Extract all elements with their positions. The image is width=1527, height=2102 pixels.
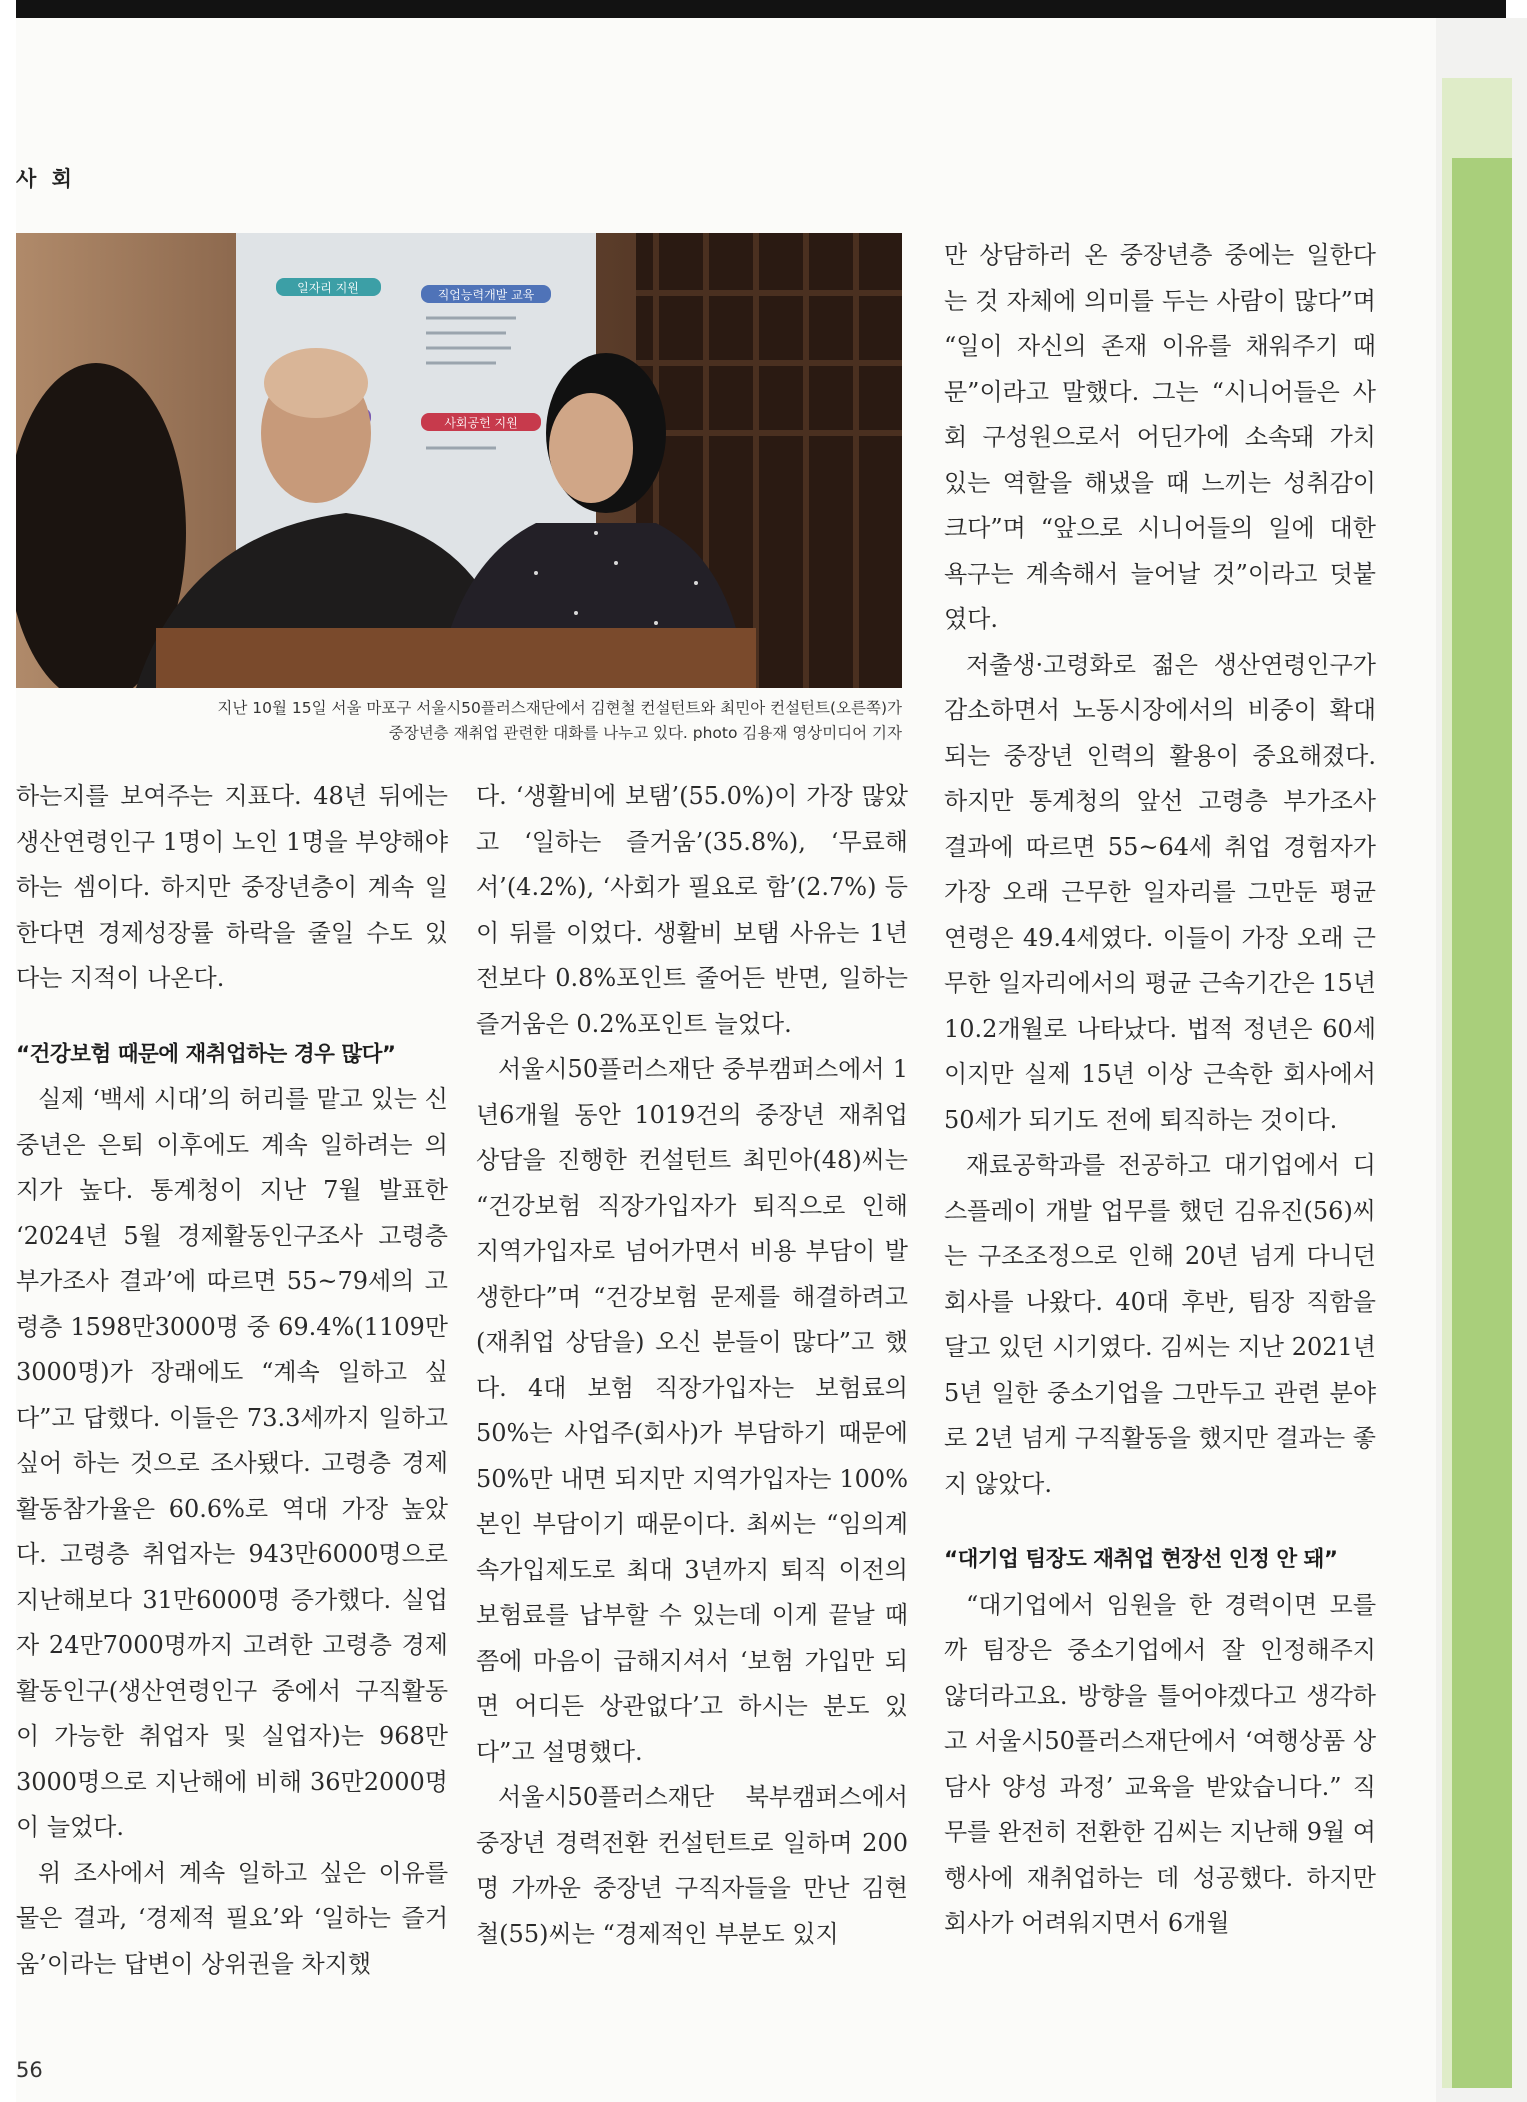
article-column-3 <box>944 233 1376 1947</box>
subheading: “건강보험 때문에 재취업하는 경우 많다” <box>16 1041 396 1067</box>
caption-line: 중장년층 재취업 관련한 대화를 나누고 있다. photo 김용재 영상미디어 기자 <box>388 724 902 742</box>
board-label: 직업능력개발 교육 <box>437 288 535 302</box>
paragraph: 위 조사에서 계속 일하고 싶은 이유를 물은 결과, ‘경제적 필요’와 ‘일하는 즐거움’이라는 답변이 상위권을 차지했 <box>16 1858 448 1978</box>
paragraph: 실제 ‘백세 시대’의 허리를 맡고 있는 신중년은 은퇴 이후에도 계속 일하려는 의지가 높다. 통계청이 지난 7월 발표한 ‘2024년 5월 경제활동인구조사 고령층 부가조사 결과’에 따르면 55~79세의 고령층 1598만3000명 중 69.4%(1109만3000명)가 장래에도 “계속 일하고 싶다”고 답했다. 이들은 73.3세까지 일하고 싶어 하는 것으로 조사됐다. 고령층 경제활동참가율은 60.6%로 역대 가장 높았다. 고령층 취업자는 943만6000명으로 지난해보다 31만6000명 증가했다. 실업자 24만7000명까지 고려한 고령층 경제활동인구(생산연령인구 중에서 구직활동이 가능한 취업자 및 실업자)는 968만3000명으로 지난해에 비해 36만2000명이 늘었다. <box>16 1085 448 1841</box>
article-column-2 <box>476 774 908 1957</box>
paragraph: 서울시50플러스재단 북부캠퍼스에서 중장년 경력전환 컨설턴트로 일하며 200명 가까운 중장년 구직자들을 만난 김현철(55)씨는 “경제적인 부분도 있지 <box>476 1783 908 1948</box>
paragraph: 만 상담하러 온 중장년층 중에는 일한다는 것 자체에 의미를 두는 사람이 많다”며 “일이 자신의 존재 이유를 채워주기 때문”이라고 말했다. 그는 “시니어들은 사회 구성원으로서 어딘가에 소속돼 가치 있는 역할을 해냈을 때 느끼는 성취감이 크다”며 “앞으로 시니어들의 일에 대한 욕구는 계속해서 늘어날 것”이라고 덧붙였다. <box>944 241 1376 633</box>
paragraph: 하는지를 보여주는 지표다. 48년 뒤에는 생산연령인구 1명이 노인 1명을 부양해야 하는 셈이다. 하지만 중장년층이 계속 일한다면 경제성장률 하락을 줄일 수도 있다는 지적이 나온다. <box>16 782 448 992</box>
page-number: 56 <box>16 2058 43 2082</box>
section-label: 사 회 <box>16 167 76 191</box>
paragraph: “대기업에서 임원을 한 경력이면 모를까 팀장은 중소기업에서 잘 인정해주지 않더라고요. 방향을 틀어야겠다고 생각하고 서울시50플러스재단에서 ‘여행상품 상담사 양성 과정’ 교육을 받았습니다.” 직무를 완전히 전환한 김씨는 지난해 9월 여행사에 재취업하는 데 성공했다. 하지만 회사가 어려워지면서 6개월 <box>944 1590 1376 1937</box>
consultation-photo-illustration <box>16 233 902 688</box>
subheading: “대기업 팀장도 재취업 현장선 인정 안 돼” <box>944 1547 1338 1572</box>
article-photo <box>16 233 902 688</box>
article-column-1 <box>16 774 448 1987</box>
green-section-tab <box>1442 78 1512 2088</box>
paragraph: 다. ‘생활비에 보탬’(55.0%)이 가장 많았고 ‘일하는 즐거움’(35.8%), ‘무료해서’(4.2%), ‘사회가 필요로 함’(2.7%) 등이 뒤를 이었다. 생활비 보탬 사유는 1년 전보다 0.8%포인트 줄어든 반면, 일하는 즐거움은 0.2%포인트 늘었다. <box>476 782 908 1038</box>
photo-caption <box>140 696 902 746</box>
paragraph: 저출생·고령화로 젊은 생산연령인구가 감소하면서 노동시장에서의 비중이 확대되는 중장년 인력의 활용이 중요해졌다. 하지만 통계청의 앞선 고령층 부가조사 결과에 따르면 55~64세 취업 경험자가 가장 오래 근무한 일자리를 그만둔 평균 연령은 49.4세였다. 이들이 가장 오래 근무한 일자리에서의 평균 근속기간은 15년10.2개월로 나타났다. 법적 정년은 60세이지만 실제 15년 이상 근속한 회사에서 50세가 되기도 전에 퇴직하는 것이다. <box>944 650 1376 1134</box>
caption-line: 지난 10월 15일 서울 마포구 서울시50플러스재단에서 김현철 컨설턴트와 최민아 컨설턴트(오른쪽)가 <box>217 699 902 717</box>
paragraph: 재료공학과를 전공하고 대기업에서 디스플레이 개발 업무를 했던 김유진(56)씨는 구조조정으로 인해 20년 넘게 다니던 회사를 나왔다. 40대 후반, 팀장 직함을 달고 있던 시기였다. 김씨는 지난 2021년 5년 일한 중소기업을 그만두고 관련 분야로 2년 넘게 구직활동을 했지만 결과는 좋지 않았다. <box>944 1151 1376 1498</box>
board-label: 사회공헌 지원 <box>444 416 518 430</box>
paragraph: 서울시50플러스재단 중부캠퍼스에서 1년6개월 동안 1019건의 중장년 재취업 상담을 진행한 컨설턴트 최민아(48)씨는 “건강보험 직장가입자가 퇴직으로 인해 지역가입자로 넘어가면서 비용 부담이 발생한다”며 “건강보험 문제를 해결하려고 (재취업 상담을) 오신 분들이 많다”고 했다. 4대 보험 직장가입자는 보험료의 50%는 사업주(회사)가 부담하기 때문에 50%만 내면 되지만 지역가입자는 100% 본인 부담이기 때문이다. 최씨는 “임의계속가입제도로 최대 3년까지 퇴직 이전의 보험료를 납부할 수 있는데 이게 끝날 때쯤에 마음이 급해지셔서 ‘보험 가입만 되면 어디든 상관없다’고 하시는 분도 있다”고 설명했다. <box>476 1055 908 1766</box>
scan-top-border <box>16 0 1506 18</box>
board-label: 일자리 지원 <box>297 281 359 295</box>
